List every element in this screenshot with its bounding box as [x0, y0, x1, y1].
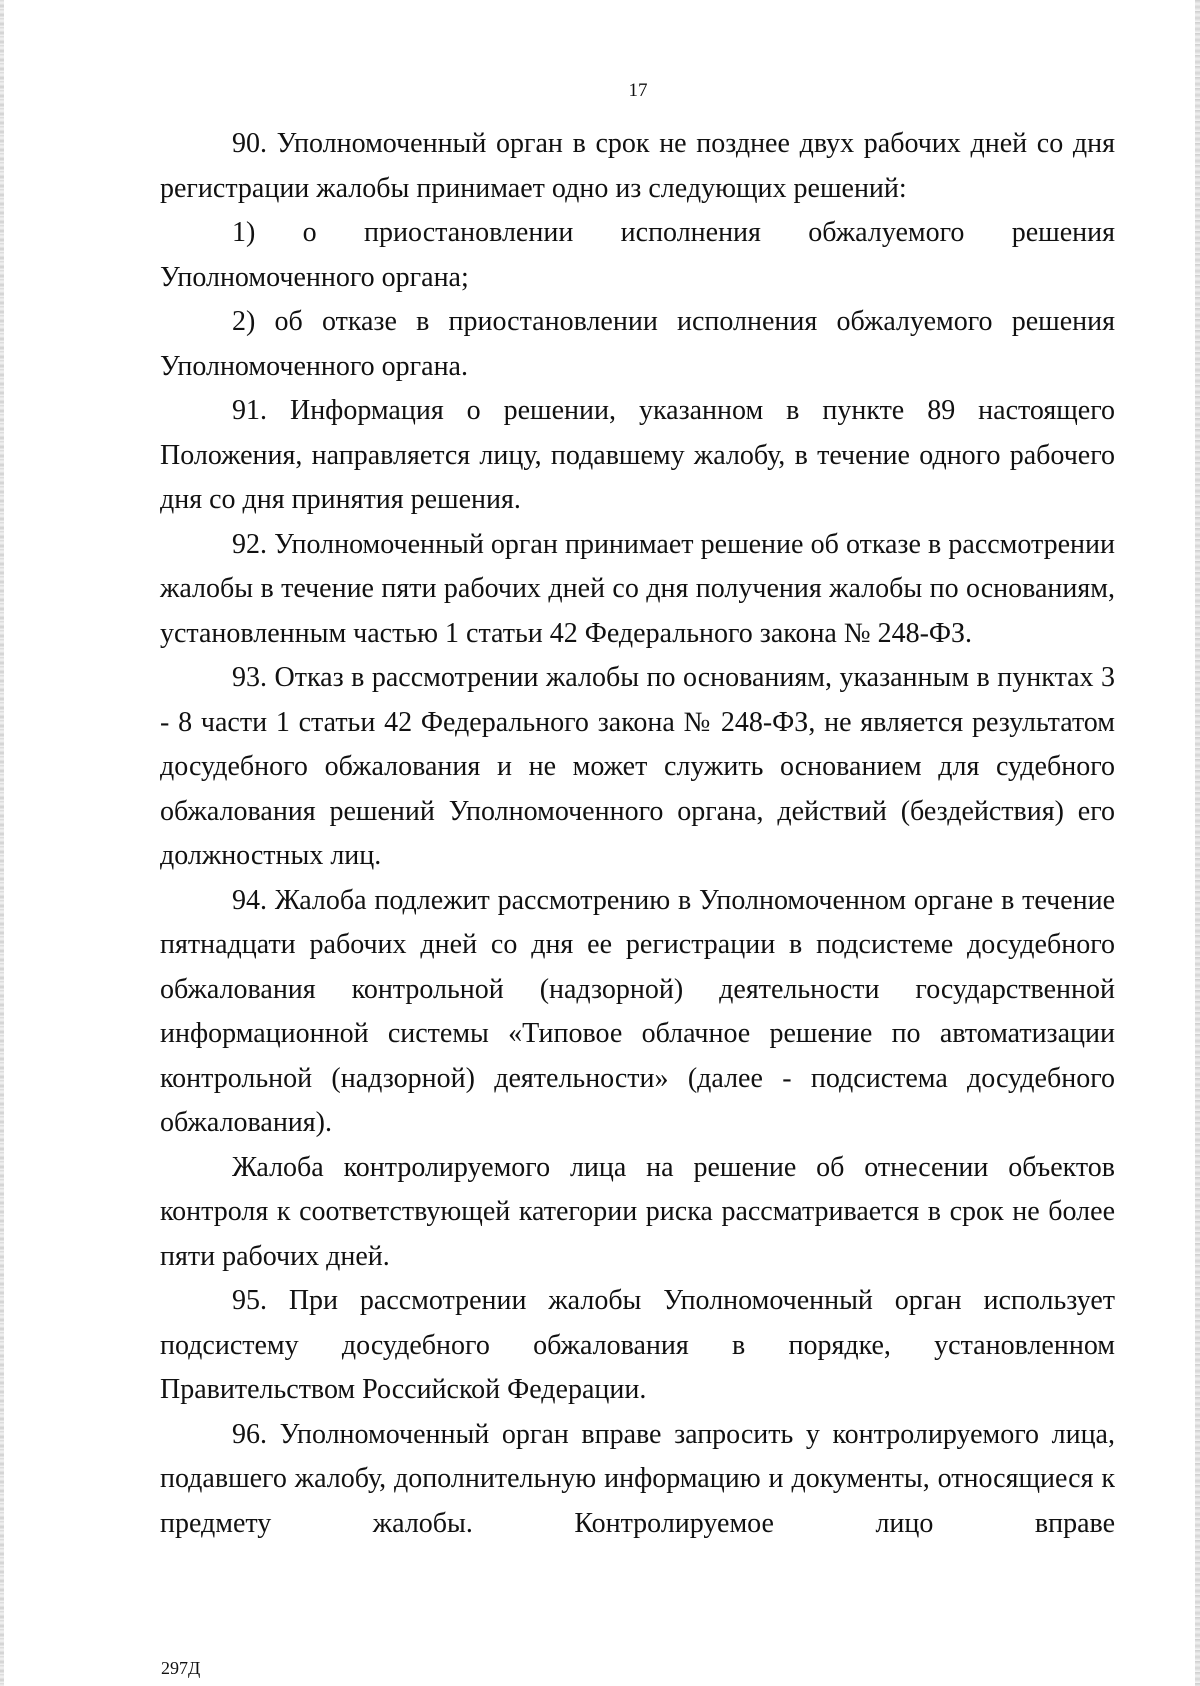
paragraph-90: 90. Уполномоченный орган в срок не позднее двух рабочих дней со дня регистрации жалобы принимает одно из следующих решений: [160, 128, 1115, 204]
paragraph-90-item-1: 1) о приостановлении исполнения обжалуемого решения Уполномоченного органа; [160, 217, 1115, 293]
scan-edge-right [1195, 0, 1200, 1686]
paragraph-93: 93. Отказ в рассмотрении жалобы по основаниям, указанным в пунктах 3 - 8 части 1 статьи 42 Федерального закона № 248-ФЗ, не является результатом досудебного обжалования и не может служить основанием для судебного обжалования решений Уполномоченного органа, действий (бездействия) его должностных лиц. [160, 662, 1115, 871]
paragraph-90-item-2: 2) об отказе в приостановлении исполнения обжалуемого решения Уполномоченного органа. [160, 306, 1115, 382]
footer-document-code: 297Д [161, 1658, 201, 1678]
paragraph-94: 94. Жалоба подлежит рассмотрению в Уполномоченном органе в течение пятнадцати рабочих дней со дня ее регистрации в подсистеме досудебного обжалования контрольной (надзорной) деятельности государственной информационной системы «Типовое облачное решение по автоматизации контрольной (надзорной) деятельности» (далее - подсистема досудебного обжалования). [160, 884, 1115, 1138]
document-body [160, 122, 1115, 1546]
paragraph-96: 96. Уполномоченный орган вправе запросить у контролируемого лица, подавшего жалобу, дополнительную информацию и документы, относящиеся к предмету жалобы. Контролируемое лицо вправе [160, 1418, 1115, 1539]
page-number: 17 [628, 80, 648, 101]
paragraph-91: 91. Информация о решении, указанном в пункте 89 настоящего Положения, направляется лицу, подавшему жалобу, в течение одного рабочего дня со дня принятия решения. [160, 395, 1115, 515]
paragraph-94-continuation: Жалоба контролируемого лица на решение об отнесении объектов контроля к соответствующей категории риска рассматривается в срок не более пяти рабочих дней. [160, 1151, 1115, 1272]
scan-edge-left [0, 0, 4, 1686]
paragraph-92: 92. Уполномоченный орган принимает решение об отказе в рассмотрении жалобы в течение пяти рабочих дней со дня получения жалобы по основаниям, установленным частью 1 статьи 42 Федерального закона № 248-ФЗ. [160, 528, 1115, 649]
paragraph-95: 95. При рассмотрении жалобы Уполномоченный орган использует подсистему досудебного обжалования в порядке, установленном Правительством Российской Федерации. [160, 1285, 1115, 1405]
